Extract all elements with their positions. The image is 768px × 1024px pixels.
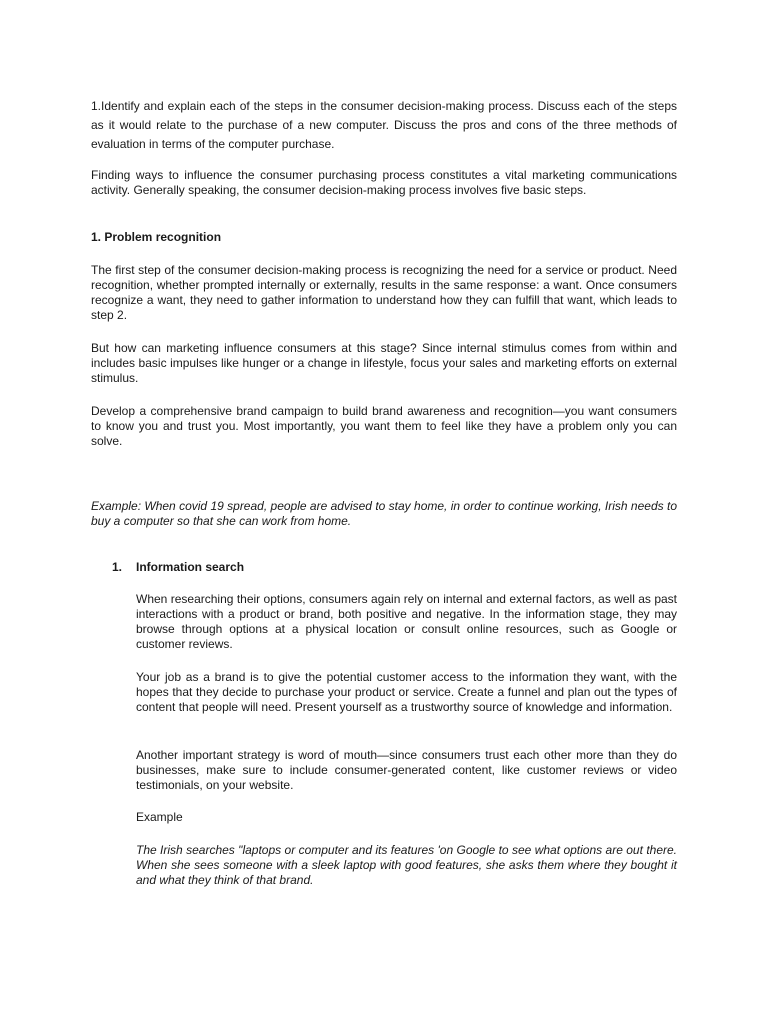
list-number: 1. [112, 560, 123, 574]
example-paragraph: Example: When covid 19 spread, people are advised to stay home, in order to continue working, Irish needs to buy a computer so that she can work from home. [91, 499, 677, 528]
assignment-question: 1.Identify and explain each of the steps in the consumer decision-making process. Discuss each of the steps as it would relate to the purchase of a new computer. Discuss the pros and cons of the three methods of evaluation in terms of the computer purchase. [91, 99, 677, 151]
intro-paragraph: Finding ways to influence the consumer purchasing process constitutes a vital marketing communications activity. Generally speaking, the consumer decision-making process involves five basic steps. [91, 168, 677, 197]
example-label: Example [136, 810, 183, 824]
paragraph: Develop a comprehensive brand campaign to build brand awareness and recognition—you want consumers to know you and trust you. Most importantly, you want them to feel like they have a problem only you can solve. [91, 404, 677, 448]
paragraph: Another important strategy is word of mouth—since consumers trust each other more than they do businesses, make sure to include consumer-generated content, like customer reviews or video testimonials, on your website. [136, 748, 677, 792]
paragraph: Your job as a brand is to give the potential customer access to the information they want, with the hopes that they decide to purchase your product or service. Create a funnel and plan out the types of content that people will need. Present yourself as a trustworthy source of knowledge and information. [136, 670, 677, 714]
example-paragraph: The Irish searches "laptops or computer and its features 'on Google to see what options are out there. When she sees someone with a sleek laptop with good features, she asks them where they bought it and what they think of that brand. [136, 843, 677, 887]
paragraph: The first step of the consumer decision-making process is recognizing the need for a service or product. Need recognition, whether prompted internally or externally, results in the same response: a want. Once consumers recognize a want, they need to gather information to understand how they can fulfill that want, which leads to step 2. [91, 263, 677, 322]
section-heading-information-search: Information search [136, 560, 245, 574]
paragraph: But how can marketing influence consumers at this stage? Since internal stimulus comes from within and includes basic impulses like hunger or a change in lifestyle, focus your sales and marketing efforts on external stimulus. [91, 341, 677, 385]
section-heading-problem-recognition: 1. Problem recognition [91, 230, 222, 244]
paragraph: When researching their options, consumers again rely on internal and external factors, as well as past interactions with a product or brand, both positive and negative. In the information stage, they may browse through options at a physical location or consult online resources, such as Google or customer reviews. [136, 592, 677, 651]
